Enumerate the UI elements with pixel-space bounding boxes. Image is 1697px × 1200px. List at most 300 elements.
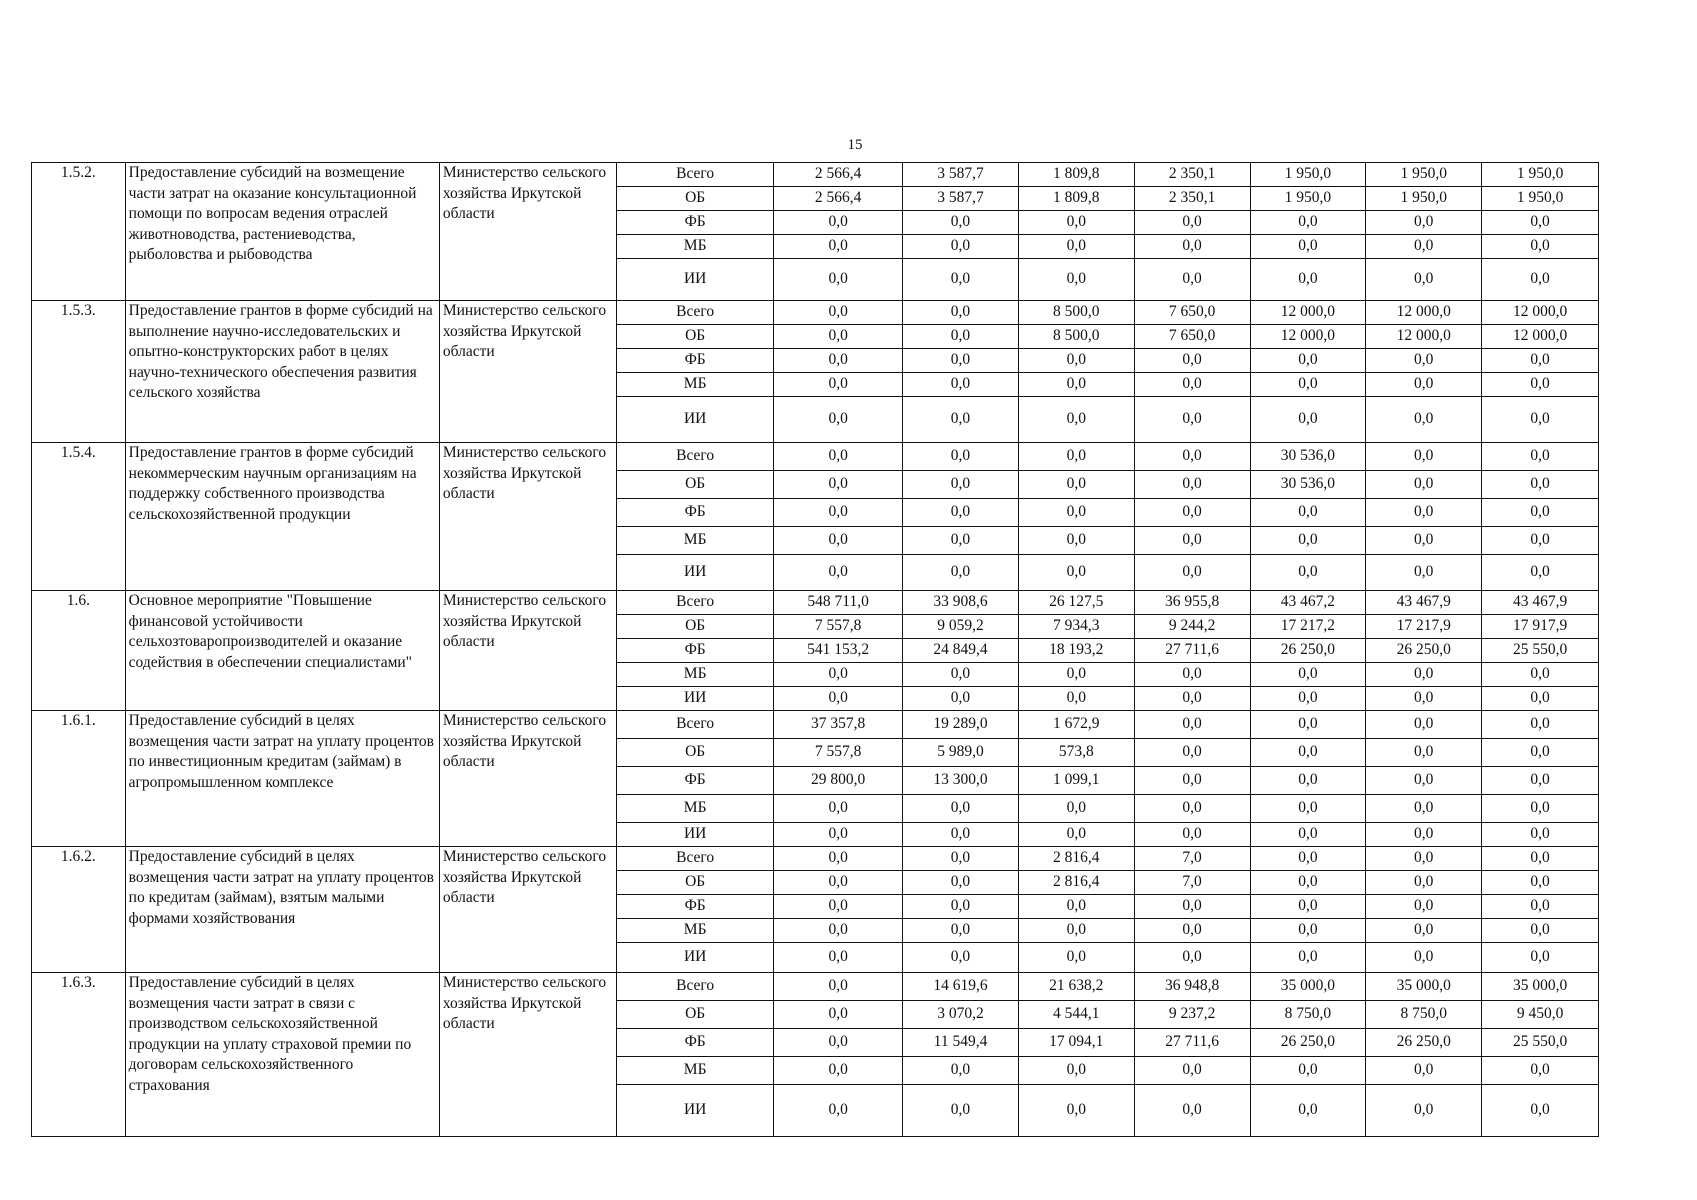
amount-cell: 0,0 [1018, 687, 1134, 711]
amount-cell: 7,0 [1134, 871, 1250, 895]
amount-cell: 0,0 [1134, 1085, 1250, 1137]
amount-cell: 27 711,6 [1134, 1029, 1250, 1057]
amount-cell: 0,0 [1018, 443, 1134, 471]
row-number: 1.6.2. [32, 847, 126, 973]
table-row [32, 163, 1599, 187]
funding-source: МБ [617, 1057, 774, 1085]
amount-cell: 0,0 [1250, 795, 1366, 823]
amount-cell: 2 816,4 [1018, 847, 1134, 871]
amount-cell: 8 750,0 [1366, 1001, 1482, 1029]
amount-cell: 0,0 [1250, 871, 1366, 895]
amount-cell: 26 250,0 [1250, 1029, 1366, 1057]
amount-cell: 0,0 [774, 301, 903, 325]
amount-cell: 2 816,4 [1018, 871, 1134, 895]
amount-cell: 27 711,6 [1134, 639, 1250, 663]
amount-cell: 0,0 [903, 1057, 1019, 1085]
funding-source: ИИ [617, 555, 774, 591]
amount-cell: 0,0 [774, 555, 903, 591]
amount-cell: 7,0 [1134, 847, 1250, 871]
amount-cell: 0,0 [1250, 499, 1366, 527]
amount-cell: 0,0 [903, 895, 1019, 919]
amount-cell: 0,0 [1018, 919, 1134, 943]
amount-cell: 43 467,2 [1250, 591, 1366, 615]
amount-cell: 35 000,0 [1482, 973, 1599, 1001]
funding-source: ИИ [617, 687, 774, 711]
row-executor: Министерство сельского хозяйства Иркутской области [439, 443, 616, 591]
amount-cell: 0,0 [1134, 767, 1250, 795]
funding-source: ФБ [617, 211, 774, 235]
amount-cell: 0,0 [1250, 555, 1366, 591]
amount-cell: 19 289,0 [903, 711, 1019, 739]
amount-cell: 0,0 [903, 301, 1019, 325]
amount-cell: 35 000,0 [1366, 973, 1482, 1001]
funding-source: ФБ [617, 639, 774, 663]
amount-cell: 0,0 [774, 847, 903, 871]
amount-cell: 0,0 [903, 471, 1019, 499]
funding-source: МБ [617, 235, 774, 259]
amount-cell: 36 955,8 [1134, 591, 1250, 615]
amount-cell: 33 908,6 [903, 591, 1019, 615]
amount-cell: 0,0 [1482, 1057, 1599, 1085]
amount-cell: 0,0 [1134, 349, 1250, 373]
funding-source: ФБ [617, 895, 774, 919]
amount-cell: 0,0 [1482, 871, 1599, 895]
amount-cell: 0,0 [774, 349, 903, 373]
amount-cell: 0,0 [1366, 373, 1482, 397]
amount-cell: 0,0 [1134, 443, 1250, 471]
amount-cell: 0,0 [774, 1085, 903, 1137]
amount-cell: 26 250,0 [1366, 1029, 1482, 1057]
row-name: Предоставление субсидий в целях возмещения части затрат на уплату процентов по кредитам (займам), взятым малыми формами хозяйствования [125, 847, 439, 973]
funding-source: ОБ [617, 615, 774, 639]
row-executor: Министерство сельского хозяйства Иркутской области [439, 711, 616, 847]
funding-source: ОБ [617, 739, 774, 767]
amount-cell: 0,0 [903, 325, 1019, 349]
amount-cell: 0,0 [1134, 527, 1250, 555]
amount-cell: 0,0 [1018, 1057, 1134, 1085]
amount-cell: 0,0 [1134, 1057, 1250, 1085]
amount-cell: 0,0 [1134, 739, 1250, 767]
funding-source: ИИ [617, 259, 774, 301]
amount-cell: 7 650,0 [1134, 301, 1250, 325]
amount-cell: 30 536,0 [1250, 443, 1366, 471]
funding-source: Всего [617, 163, 774, 187]
amount-cell: 29 800,0 [774, 767, 903, 795]
amount-cell: 0,0 [1134, 211, 1250, 235]
amount-cell: 0,0 [1250, 823, 1366, 847]
amount-cell: 0,0 [1482, 235, 1599, 259]
amount-cell: 0,0 [903, 397, 1019, 443]
table-body [32, 163, 1599, 1137]
amount-cell: 11 549,4 [903, 1029, 1019, 1057]
amount-cell: 0,0 [1018, 943, 1134, 973]
amount-cell: 0,0 [774, 895, 903, 919]
funding-source: ИИ [617, 1085, 774, 1137]
funding-source: Всего [617, 443, 774, 471]
amount-cell: 0,0 [1482, 795, 1599, 823]
amount-cell: 541 153,2 [774, 639, 903, 663]
amount-cell: 9 237,2 [1134, 1001, 1250, 1029]
amount-cell: 1 950,0 [1250, 163, 1366, 187]
amount-cell: 2 350,1 [1134, 163, 1250, 187]
amount-cell: 0,0 [1134, 235, 1250, 259]
row-number: 1.6.3. [32, 973, 126, 1137]
amount-cell: 0,0 [1250, 1085, 1366, 1137]
amount-cell: 12 000,0 [1482, 301, 1599, 325]
amount-cell: 0,0 [1482, 259, 1599, 301]
funding-source: Всего [617, 591, 774, 615]
amount-cell: 0,0 [1134, 555, 1250, 591]
funding-source: ИИ [617, 823, 774, 847]
amount-cell: 0,0 [1482, 919, 1599, 943]
amount-cell: 1 672,9 [1018, 711, 1134, 739]
amount-cell: 0,0 [1482, 663, 1599, 687]
amount-cell: 43 467,9 [1366, 591, 1482, 615]
amount-cell: 0,0 [903, 235, 1019, 259]
amount-cell: 4 544,1 [1018, 1001, 1134, 1029]
row-executor: Министерство сельского хозяйства Иркутской области [439, 301, 616, 443]
amount-cell: 0,0 [774, 687, 903, 711]
amount-cell: 0,0 [1366, 871, 1482, 895]
table-row [32, 443, 1599, 471]
amount-cell: 14 619,6 [903, 973, 1019, 1001]
amount-cell: 0,0 [774, 823, 903, 847]
amount-cell: 0,0 [1250, 687, 1366, 711]
amount-cell: 0,0 [903, 943, 1019, 973]
amount-cell: 0,0 [1482, 823, 1599, 847]
amount-cell: 12 000,0 [1482, 325, 1599, 349]
amount-cell: 0,0 [903, 555, 1019, 591]
amount-cell: 1 950,0 [1482, 187, 1599, 211]
row-name: Предоставление грантов в форме субсидий на выполнение научно-исследовательских и опытно-конструкторских работ в целях научно-технического обеспечения развития сельского хозяйства [125, 301, 439, 443]
row-number: 1.5.2. [32, 163, 126, 301]
amount-cell: 0,0 [1018, 499, 1134, 527]
funding-source: МБ [617, 795, 774, 823]
row-number: 1.6.1. [32, 711, 126, 847]
row-number: 1.6. [32, 591, 126, 711]
funding-source: МБ [617, 663, 774, 687]
amount-cell: 1 950,0 [1366, 163, 1482, 187]
row-name: Основное мероприятие "Повышение финансовой устойчивости сельхозтоваропроизводителей и оказание содействия в обеспечении специалистами" [125, 591, 439, 711]
amount-cell: 0,0 [1250, 235, 1366, 259]
row-name: Предоставление субсидий в целях возмещения части затрат на уплату процентов по инвестиционным кредитам (займам) в агропромышленном комплексе [125, 711, 439, 847]
amount-cell: 5 989,0 [903, 739, 1019, 767]
amount-cell: 13 300,0 [903, 767, 1019, 795]
amount-cell: 0,0 [1018, 373, 1134, 397]
amount-cell: 0,0 [1250, 895, 1366, 919]
amount-cell: 0,0 [903, 527, 1019, 555]
amount-cell: 0,0 [903, 1085, 1019, 1137]
amount-cell: 0,0 [1250, 663, 1366, 687]
amount-cell: 0,0 [1018, 555, 1134, 591]
amount-cell: 0,0 [774, 1029, 903, 1057]
funding-source: Всего [617, 301, 774, 325]
amount-cell: 0,0 [1366, 235, 1482, 259]
amount-cell: 8 500,0 [1018, 301, 1134, 325]
amount-cell: 0,0 [774, 211, 903, 235]
row-name: Предоставление грантов в форме субсидий некоммерческим научным организациям на поддержку собственного производства сельскохозяйственной продукции [125, 443, 439, 591]
amount-cell: 0,0 [1482, 527, 1599, 555]
amount-cell: 0,0 [1366, 1085, 1482, 1137]
amount-cell: 12 000,0 [1250, 301, 1366, 325]
amount-cell: 0,0 [774, 663, 903, 687]
amount-cell: 36 948,8 [1134, 973, 1250, 1001]
amount-cell: 0,0 [1018, 527, 1134, 555]
page-number: 15 [847, 137, 863, 153]
amount-cell: 0,0 [1018, 235, 1134, 259]
amount-cell: 1 809,8 [1018, 187, 1134, 211]
amount-cell: 0,0 [1366, 919, 1482, 943]
amount-cell: 0,0 [903, 373, 1019, 397]
amount-cell: 8 500,0 [1018, 325, 1134, 349]
amount-cell: 0,0 [1250, 211, 1366, 235]
amount-cell: 0,0 [1482, 499, 1599, 527]
amount-cell: 0,0 [903, 211, 1019, 235]
amount-cell: 0,0 [1134, 499, 1250, 527]
amount-cell: 0,0 [1482, 471, 1599, 499]
amount-cell: 0,0 [1018, 1085, 1134, 1137]
amount-cell: 0,0 [903, 823, 1019, 847]
row-executor: Министерство сельского хозяйства Иркутской области [439, 591, 616, 711]
amount-cell: 0,0 [1134, 259, 1250, 301]
amount-cell: 1 099,1 [1018, 767, 1134, 795]
amount-cell: 0,0 [1018, 349, 1134, 373]
amount-cell: 0,0 [1134, 663, 1250, 687]
amount-cell: 26 250,0 [1250, 639, 1366, 663]
row-executor: Министерство сельского хозяйства Иркутской области [439, 847, 616, 973]
table-row [32, 973, 1599, 1001]
amount-cell: 0,0 [1134, 397, 1250, 443]
row-executor: Министерство сельского хозяйства Иркутской области [439, 163, 616, 301]
amount-cell: 0,0 [1366, 663, 1482, 687]
amount-cell: 0,0 [1134, 795, 1250, 823]
amount-cell: 7 557,8 [774, 739, 903, 767]
funding-source: ФБ [617, 499, 774, 527]
amount-cell: 0,0 [1366, 1057, 1482, 1085]
amount-cell: 0,0 [774, 373, 903, 397]
amount-cell: 26 127,5 [1018, 591, 1134, 615]
table-row [32, 301, 1599, 325]
amount-cell: 0,0 [1366, 211, 1482, 235]
funding-source: ИИ [617, 397, 774, 443]
amount-cell: 25 550,0 [1482, 639, 1599, 663]
amount-cell: 3 070,2 [903, 1001, 1019, 1029]
row-name: Предоставление субсидий в целях возмещения части затрат в связи с производством сельскохозяйственной продукции на уплату страховой премии по договорам сельскохозяйственного страхования [125, 973, 439, 1137]
amount-cell: 2 566,4 [774, 163, 903, 187]
funding-source: ФБ [617, 767, 774, 795]
amount-cell: 548 711,0 [774, 591, 903, 615]
amount-cell: 0,0 [1482, 373, 1599, 397]
amount-cell: 0,0 [1134, 687, 1250, 711]
table-row [32, 711, 1599, 739]
amount-cell: 0,0 [1250, 711, 1366, 739]
funding-source: Всего [617, 973, 774, 1001]
amount-cell: 0,0 [1134, 895, 1250, 919]
amount-cell: 0,0 [1366, 823, 1482, 847]
amount-cell: 0,0 [1482, 711, 1599, 739]
funding-source: ФБ [617, 1029, 774, 1057]
amount-cell: 0,0 [774, 397, 903, 443]
amount-cell: 0,0 [774, 443, 903, 471]
amount-cell: 0,0 [1366, 443, 1482, 471]
amount-cell: 0,0 [1482, 397, 1599, 443]
amount-cell: 0,0 [1366, 795, 1482, 823]
funding-source: ФБ [617, 349, 774, 373]
amount-cell: 1 950,0 [1366, 187, 1482, 211]
amount-cell: 0,0 [903, 919, 1019, 943]
amount-cell: 0,0 [1018, 895, 1134, 919]
amount-cell: 0,0 [1018, 397, 1134, 443]
amount-cell: 0,0 [1250, 919, 1366, 943]
amount-cell: 0,0 [1134, 373, 1250, 397]
amount-cell: 0,0 [1366, 471, 1482, 499]
amount-cell: 35 000,0 [1250, 973, 1366, 1001]
amount-cell: 0,0 [1366, 739, 1482, 767]
amount-cell: 0,0 [1366, 711, 1482, 739]
row-name: Предоставление субсидий на возмещение части затрат на оказание консультационной помощи по вопросам ведения отраслей животноводства, растениеводства, рыболовства и рыбоводства [125, 163, 439, 301]
amount-cell: 0,0 [903, 795, 1019, 823]
amount-cell: 0,0 [1018, 259, 1134, 301]
funding-source: Всего [617, 847, 774, 871]
amount-cell: 0,0 [774, 943, 903, 973]
amount-cell: 18 193,2 [1018, 639, 1134, 663]
funding-source: ОБ [617, 325, 774, 349]
amount-cell: 0,0 [774, 1001, 903, 1029]
amount-cell: 0,0 [774, 259, 903, 301]
amount-cell: 0,0 [774, 527, 903, 555]
amount-cell: 9 244,2 [1134, 615, 1250, 639]
amount-cell: 0,0 [1366, 767, 1482, 795]
amount-cell: 0,0 [1366, 943, 1482, 973]
amount-cell: 0,0 [1366, 259, 1482, 301]
amount-cell: 573,8 [1018, 739, 1134, 767]
funding-source: МБ [617, 919, 774, 943]
amount-cell: 0,0 [1250, 767, 1366, 795]
funding-source: ОБ [617, 187, 774, 211]
amount-cell: 37 357,8 [774, 711, 903, 739]
funding-source: ИИ [617, 943, 774, 973]
funding-source: МБ [617, 527, 774, 555]
amount-cell: 17 217,2 [1250, 615, 1366, 639]
amount-cell: 0,0 [774, 795, 903, 823]
amount-cell: 8 750,0 [1250, 1001, 1366, 1029]
amount-cell: 9 059,2 [903, 615, 1019, 639]
amount-cell: 0,0 [1366, 895, 1482, 919]
amount-cell: 0,0 [1482, 349, 1599, 373]
amount-cell: 2 350,1 [1134, 187, 1250, 211]
amount-cell: 12 000,0 [1366, 325, 1482, 349]
amount-cell: 0,0 [1250, 527, 1366, 555]
row-number: 1.5.4. [32, 443, 126, 591]
amount-cell: 0,0 [903, 349, 1019, 373]
amount-cell: 17 094,1 [1018, 1029, 1134, 1057]
amount-cell: 0,0 [1482, 687, 1599, 711]
amount-cell: 17 917,9 [1482, 615, 1599, 639]
amount-cell: 0,0 [1482, 847, 1599, 871]
amount-cell: 0,0 [1250, 1057, 1366, 1085]
table-row [32, 591, 1599, 615]
amount-cell: 0,0 [1482, 555, 1599, 591]
amount-cell: 2 566,4 [774, 187, 903, 211]
amount-cell: 0,0 [1250, 373, 1366, 397]
funding-source: МБ [617, 373, 774, 397]
amount-cell: 0,0 [774, 1057, 903, 1085]
amount-cell: 0,0 [903, 847, 1019, 871]
amount-cell: 0,0 [1366, 527, 1482, 555]
amount-cell: 25 550,0 [1482, 1029, 1599, 1057]
amount-cell: 0,0 [1018, 211, 1134, 235]
amount-cell: 0,0 [1366, 397, 1482, 443]
amount-cell: 1 950,0 [1482, 163, 1599, 187]
amount-cell: 0,0 [1366, 555, 1482, 591]
amount-cell: 0,0 [1482, 895, 1599, 919]
funding-source: ОБ [617, 871, 774, 895]
amount-cell: 0,0 [774, 235, 903, 259]
amount-cell: 0,0 [1018, 795, 1134, 823]
amount-cell: 0,0 [1482, 739, 1599, 767]
amount-cell: 12 000,0 [1250, 325, 1366, 349]
amount-cell: 0,0 [774, 973, 903, 1001]
amount-cell: 0,0 [1250, 847, 1366, 871]
amount-cell: 0,0 [903, 443, 1019, 471]
amount-cell: 21 638,2 [1018, 973, 1134, 1001]
amount-cell: 0,0 [1366, 687, 1482, 711]
amount-cell: 0,0 [1366, 499, 1482, 527]
amount-cell: 0,0 [1134, 943, 1250, 973]
funding-source: ОБ [617, 1001, 774, 1029]
amount-cell: 0,0 [1134, 823, 1250, 847]
funding-source: ОБ [617, 471, 774, 499]
amount-cell: 43 467,9 [1482, 591, 1599, 615]
amount-cell: 1 809,8 [1018, 163, 1134, 187]
amount-cell: 0,0 [903, 871, 1019, 895]
amount-cell: 7 557,8 [774, 615, 903, 639]
amount-cell: 3 587,7 [903, 163, 1019, 187]
amount-cell: 0,0 [774, 871, 903, 895]
amount-cell: 0,0 [1250, 259, 1366, 301]
amount-cell: 12 000,0 [1366, 301, 1482, 325]
amount-cell: 0,0 [1018, 471, 1134, 499]
row-executor: Министерство сельского хозяйства Иркутской области [439, 973, 616, 1137]
amount-cell: 0,0 [1018, 663, 1134, 687]
amount-cell: 7 934,3 [1018, 615, 1134, 639]
amount-cell: 7 650,0 [1134, 325, 1250, 349]
amount-cell: 0,0 [1366, 847, 1482, 871]
amount-cell: 0,0 [1250, 943, 1366, 973]
amount-cell: 9 450,0 [1482, 1001, 1599, 1029]
budget-table [31, 162, 1599, 1137]
amount-cell: 0,0 [774, 919, 903, 943]
amount-cell: 0,0 [774, 325, 903, 349]
amount-cell: 30 536,0 [1250, 471, 1366, 499]
amount-cell: 0,0 [1482, 211, 1599, 235]
amount-cell: 17 217,9 [1366, 615, 1482, 639]
amount-cell: 3 587,7 [903, 187, 1019, 211]
amount-cell: 0,0 [903, 663, 1019, 687]
amount-cell: 0,0 [903, 687, 1019, 711]
amount-cell: 0,0 [774, 471, 903, 499]
row-number: 1.5.3. [32, 301, 126, 443]
amount-cell: 0,0 [1134, 711, 1250, 739]
amount-cell: 0,0 [1250, 397, 1366, 443]
amount-cell: 0,0 [1482, 943, 1599, 973]
amount-cell: 0,0 [774, 499, 903, 527]
amount-cell: 24 849,4 [903, 639, 1019, 663]
amount-cell: 0,0 [1018, 823, 1134, 847]
funding-source: Всего [617, 711, 774, 739]
amount-cell: 1 950,0 [1250, 187, 1366, 211]
amount-cell: 0,0 [1250, 349, 1366, 373]
